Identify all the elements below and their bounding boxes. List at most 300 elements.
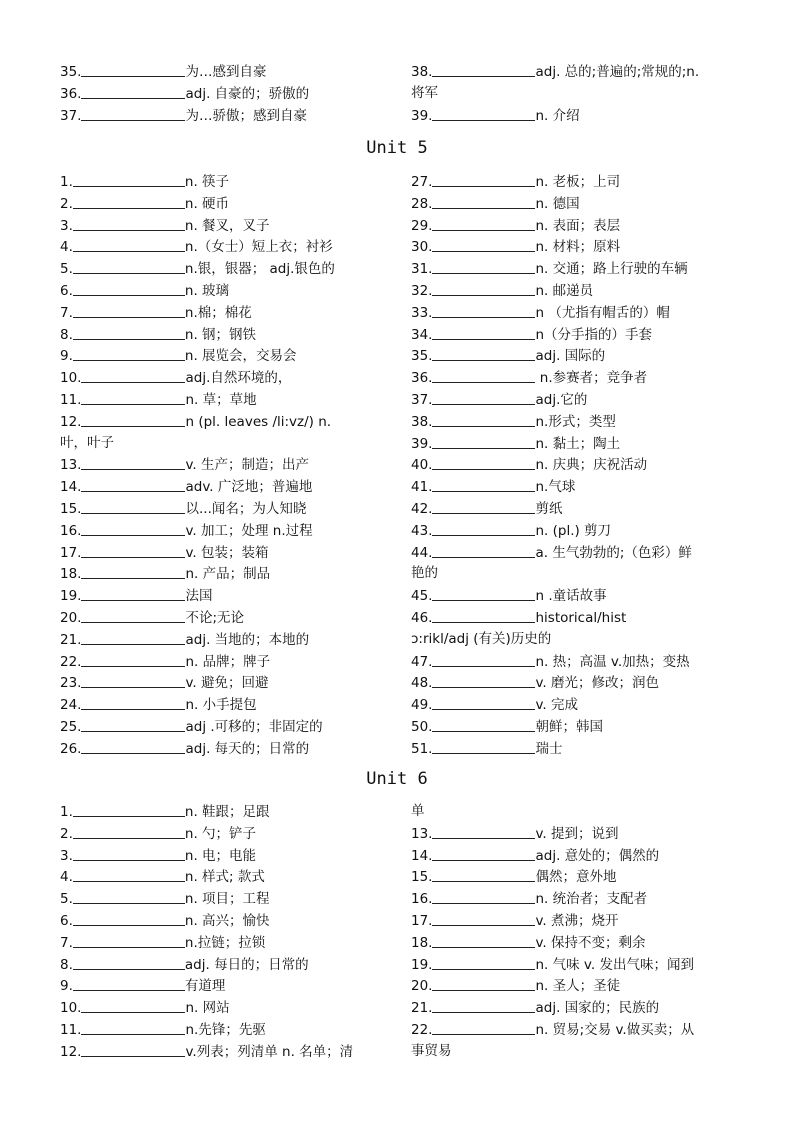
answer-blank[interactable]: [432, 281, 535, 296]
item-number: 18.: [60, 566, 82, 583]
left-vocab-line: [60, 889, 270, 908]
definition-text: n. 草；草地: [185, 392, 257, 408]
right-vocab-line: [411, 739, 562, 758]
right-vocab-line: [411, 652, 690, 671]
definition-text: n. 品牌；牌子: [185, 653, 271, 670]
item-number: 19.: [411, 956, 433, 973]
right-vocab-line: [411, 1020, 694, 1039]
left-vocab-line: [60, 412, 331, 431]
right-vocab-line: [411, 281, 593, 300]
definition-text: v. 煮沸；烧开: [535, 913, 619, 929]
item-number: 23.: [60, 675, 82, 692]
answer-blank[interactable]: [81, 84, 185, 99]
item-number: 20.: [411, 978, 433, 995]
definition-text: n.先锋；先驱: [185, 1022, 266, 1038]
answer-blank[interactable]: [432, 106, 535, 121]
item-number: 36.: [60, 85, 82, 102]
right-vocab-line: [411, 695, 578, 714]
item-number: 35.: [411, 348, 433, 365]
definition-text: adj .可移的；非固定的: [185, 719, 323, 735]
item-number: 38.: [411, 64, 433, 80]
answer-blank[interactable]: [73, 933, 185, 948]
answer-blank[interactable]: [432, 976, 535, 991]
left-vocab-line: [60, 368, 291, 387]
right-vocab-line: [411, 889, 647, 908]
definition-text: adv. 广泛地；普遍地: [185, 479, 313, 496]
right-vocab-line: [411, 499, 562, 518]
left-vocab-line: [60, 477, 312, 496]
answer-blank[interactable]: [73, 846, 185, 861]
answer-blank[interactable]: [81, 390, 185, 405]
item-number: 19.: [60, 588, 82, 605]
left-vocab-line: [60, 434, 114, 452]
definition-text: v. 避免；回避: [185, 675, 269, 692]
definition-text: adj. 当地的；本地的: [185, 631, 310, 648]
answer-blank[interactable]: [73, 824, 185, 839]
answer-blank[interactable]: [73, 216, 185, 231]
unit6-title: Unit 6: [366, 769, 428, 789]
item-number: 4.: [60, 869, 73, 886]
answer-blank[interactable]: [73, 867, 185, 882]
right-vocab-line: [411, 368, 647, 387]
answer-blank[interactable]: [73, 802, 185, 817]
item-number: 29.: [411, 217, 433, 234]
definition-text: n. 样式; 款式: [184, 869, 265, 886]
answer-blank[interactable]: [432, 455, 535, 470]
item-number: 26.: [60, 740, 82, 757]
right-vocab-line: [411, 172, 620, 191]
left-vocab-line: [60, 237, 333, 256]
definition-text: 艳的: [411, 565, 438, 582]
item-number: 3.: [60, 847, 73, 864]
answer-blank[interactable]: [432, 172, 535, 187]
left-vocab-line: [60, 586, 212, 605]
definition-text: n. 网站: [185, 1000, 230, 1017]
item-number: 15.: [60, 501, 82, 517]
item-number: 32.: [411, 283, 433, 299]
item-number: 11.: [60, 392, 82, 408]
item-number: 9.: [60, 978, 73, 995]
definition-text: n. 材料；原料: [535, 239, 621, 256]
right-vocab-line: [411, 346, 605, 365]
left-vocab-line: [60, 630, 309, 649]
definition-text: n. 玻璃: [184, 283, 230, 299]
answer-blank[interactable]: [432, 477, 535, 492]
answer-blank[interactable]: [81, 106, 185, 121]
item-number: 48.: [411, 675, 433, 692]
item-number: 1.: [60, 804, 73, 820]
definition-text: 将军: [411, 84, 438, 101]
item-number: 21.: [60, 631, 82, 648]
right-vocab-line: [411, 434, 620, 453]
item-number: 41.: [411, 479, 433, 496]
definition-text: v. 完成: [535, 697, 579, 714]
answer-blank[interactable]: [73, 259, 185, 274]
left-vocab-line: [60, 911, 270, 930]
left-vocab-line: [60, 802, 270, 821]
item-number: 7.: [60, 304, 73, 321]
answer-blank[interactable]: [73, 889, 185, 904]
definition-text: v. 磨光；修改；润色: [535, 675, 660, 692]
right-vocab-line: [411, 521, 611, 540]
definition-text: n.（女士）短上衣；衬衫: [184, 239, 333, 256]
definition-text: a. 生气勃勃的;（色彩）鲜: [535, 544, 692, 561]
right-vocab-line: [411, 564, 438, 582]
definition-text: n. 德国: [535, 195, 580, 212]
answer-blank[interactable]: [432, 1020, 535, 1035]
item-number: 37.: [60, 107, 82, 124]
item-number: 49.: [411, 697, 433, 714]
item-number: 31.: [411, 261, 433, 278]
answer-blank[interactable]: [432, 955, 535, 970]
left-vocab-line: [60, 499, 306, 518]
right-vocab-line: [411, 477, 575, 496]
answer-blank[interactable]: [432, 889, 535, 904]
left-vocab-line: [60, 106, 307, 125]
right-vocab-line: [411, 998, 659, 1017]
answer-blank[interactable]: [73, 346, 185, 361]
definition-text: n. 展览会，交易会: [184, 348, 297, 365]
left-vocab-line: [60, 695, 257, 714]
definition-text: n.拉链；拉锁: [184, 934, 266, 951]
answer-blank[interactable]: [81, 455, 185, 470]
item-number: 44.: [411, 544, 433, 561]
answer-blank[interactable]: [432, 933, 535, 948]
left-vocab-line: [60, 84, 309, 103]
item-number: 21.: [411, 1000, 433, 1017]
answer-blank[interactable]: [432, 303, 535, 318]
answer-blank[interactable]: [73, 281, 185, 296]
answer-blank[interactable]: [81, 477, 185, 492]
left-vocab-line: [60, 867, 265, 886]
left-vocab-line: [60, 1020, 266, 1039]
answer-blank[interactable]: [432, 695, 535, 710]
definition-text: adj. 每天的；日常的: [185, 740, 310, 757]
item-number: 6.: [60, 283, 73, 299]
right-vocab-line: [411, 62, 699, 81]
answer-blank[interactable]: [81, 998, 185, 1013]
answer-blank[interactable]: [432, 346, 535, 361]
item-number: 10.: [60, 1000, 82, 1017]
definition-text: n. 庆典；庆祝活动: [535, 457, 648, 474]
item-number: 13.: [60, 457, 82, 474]
answer-blank[interactable]: [432, 194, 535, 209]
left-vocab-line: [60, 521, 313, 540]
item-number: 7.: [60, 934, 73, 951]
right-vocab-line: [411, 630, 551, 648]
left-vocab-line: [60, 608, 244, 627]
answer-blank[interactable]: [73, 237, 185, 252]
item-number: 27.: [411, 174, 433, 190]
right-vocab-line: [411, 194, 580, 213]
item-number: 12.: [60, 1043, 82, 1060]
left-vocab-line: [60, 62, 266, 81]
item-number: 47.: [411, 653, 433, 670]
definition-text: n. 表面；表层: [535, 217, 621, 234]
definition-text: ɔ:rikl/adj (有关)历史的: [411, 630, 552, 647]
item-number: 15.: [411, 869, 433, 886]
definition-text: n (pl. leaves /li:vz/) n.: [185, 413, 332, 430]
right-vocab-line: [411, 802, 425, 820]
right-vocab-line: [411, 608, 626, 627]
answer-blank[interactable]: [432, 390, 535, 405]
answer-blank[interactable]: [73, 194, 185, 209]
answer-blank[interactable]: [81, 695, 185, 710]
right-vocab-line: [411, 303, 670, 322]
answer-blank[interactable]: [73, 976, 185, 991]
answer-blank[interactable]: [432, 434, 535, 449]
left-vocab-line: [60, 846, 256, 865]
left-vocab-line: [60, 455, 309, 474]
right-vocab-line: [411, 412, 616, 431]
answer-blank[interactable]: [432, 673, 535, 688]
answer-blank[interactable]: [432, 216, 535, 231]
answer-blank[interactable]: [73, 955, 185, 970]
answer-blank[interactable]: [81, 652, 185, 667]
item-number: 17.: [411, 913, 433, 929]
answer-blank[interactable]: [432, 412, 535, 427]
item-number: 35.: [60, 64, 82, 80]
right-vocab-line: [411, 673, 659, 692]
definition-text: n.银，银器； adj.银色的: [184, 261, 335, 278]
definition-text: n. 交通；路上行驶的车辆: [535, 261, 688, 278]
definition-text: v.列表；列清单 n. 名单；清: [185, 1043, 354, 1060]
item-number: 28.: [411, 195, 433, 212]
definition-text: n.形式；类型: [535, 413, 616, 430]
definition-text: n. 小手提包: [185, 697, 257, 714]
left-vocab-line: [60, 390, 257, 409]
definition-text: 叶，叶子: [60, 434, 114, 451]
item-number: 24.: [60, 697, 82, 714]
definition-text: v. 包装；装箱: [185, 544, 269, 561]
definition-text: n. 硬币: [184, 195, 230, 212]
answer-blank[interactable]: [432, 717, 535, 732]
left-vocab-line: [60, 281, 229, 300]
right-vocab-line: [411, 543, 692, 562]
definition-text: v. 提到；说到: [535, 825, 619, 842]
definition-text: 剪纸: [535, 501, 563, 517]
answer-blank[interactable]: [432, 325, 535, 340]
left-vocab-line: [60, 976, 225, 995]
answer-blank[interactable]: [432, 652, 535, 667]
item-number: 5.: [60, 261, 73, 278]
item-number: 51.: [411, 740, 433, 757]
item-number: 40.: [411, 457, 433, 474]
answer-blank[interactable]: [432, 368, 535, 383]
left-vocab-line: [60, 216, 270, 235]
answer-blank[interactable]: [432, 998, 535, 1013]
right-vocab-line: [411, 717, 603, 736]
answer-blank[interactable]: [81, 717, 185, 732]
left-vocab-line: [60, 564, 270, 583]
item-number: 37.: [411, 392, 433, 408]
item-number: 14.: [60, 479, 82, 496]
definition-text: 为…感到自豪: [185, 64, 267, 80]
definition-text: n. 钢；钢铁: [184, 326, 257, 343]
right-vocab-line: [411, 1042, 452, 1060]
item-number: 34.: [411, 326, 433, 343]
definition-text: 偶然；意外地: [535, 869, 617, 886]
left-vocab-line: [60, 955, 309, 974]
answer-blank[interactable]: [432, 543, 535, 558]
right-vocab-line: [411, 824, 619, 843]
definition-text: v. 生产；制造；出产: [185, 457, 310, 474]
answer-blank[interactable]: [73, 911, 185, 926]
answer-blank[interactable]: [432, 521, 535, 536]
definition-text: adj.它的: [535, 392, 588, 408]
unit5-title: Unit 5: [366, 138, 428, 158]
answer-blank[interactable]: [81, 412, 185, 427]
item-number: 22.: [411, 1022, 433, 1038]
item-number: 50.: [411, 719, 433, 735]
definition-text: n. 餐叉，叉子: [184, 217, 270, 234]
definition-text: 有道理: [184, 978, 226, 995]
definition-text: n. 气味 v. 发出气味；闻到: [535, 956, 694, 973]
item-number: 12.: [60, 413, 82, 430]
item-number: 45.: [411, 588, 433, 605]
item-number: 10.: [60, 370, 82, 387]
definition-text: adj. 总的;普遍的;常规的;n.: [535, 64, 700, 80]
definition-text: 法国: [185, 588, 213, 605]
left-vocab-line: [60, 194, 229, 213]
right-vocab-line: [411, 237, 620, 256]
item-number: 36.: [411, 370, 433, 387]
left-vocab-line: [60, 998, 230, 1017]
left-vocab-line: [60, 325, 256, 344]
right-vocab-line: [411, 259, 688, 278]
right-vocab-line: [411, 84, 438, 102]
left-vocab-line: [60, 824, 256, 843]
left-vocab-line: [60, 346, 297, 365]
answer-blank[interactable]: [81, 499, 185, 514]
left-vocab-line: [60, 543, 269, 562]
definition-text: v. 加工；处理 n.过程: [185, 522, 313, 539]
answer-blank[interactable]: [73, 325, 185, 340]
left-vocab-line: [60, 259, 335, 278]
answer-blank[interactable]: [81, 586, 185, 601]
answer-blank[interactable]: [432, 237, 535, 252]
item-number: 3.: [60, 217, 73, 234]
answer-blank[interactable]: [73, 172, 185, 187]
answer-blank[interactable]: [432, 846, 535, 861]
left-vocab-line: [60, 303, 252, 322]
answer-blank[interactable]: [432, 824, 535, 839]
definition-text: adj. 自豪的；骄傲的: [185, 85, 310, 102]
right-vocab-line: [411, 106, 580, 125]
right-vocab-line: [411, 911, 619, 930]
answer-blank[interactable]: [81, 630, 185, 645]
definition-text: adj. 每日的；日常的: [184, 956, 309, 973]
answer-blank[interactable]: [81, 521, 185, 536]
answer-blank[interactable]: [81, 739, 185, 754]
definition-text: n.棉；棉花: [184, 304, 252, 321]
item-number: 20.: [60, 610, 82, 626]
definition-text: n. 电；电能: [184, 847, 257, 864]
definition-text: n. 统治者；支配者: [535, 891, 648, 908]
definition-text: 以...闻名；为人知晓: [185, 501, 307, 517]
answer-blank[interactable]: [81, 608, 185, 623]
definition-text: 不论;无论: [185, 610, 245, 626]
definition-text: n. 项目；工程: [184, 891, 270, 908]
item-number: 39.: [411, 435, 433, 452]
right-vocab-line: [411, 933, 646, 952]
item-number: 16.: [60, 522, 82, 539]
right-vocab-line: [411, 955, 694, 974]
answer-blank[interactable]: [432, 586, 535, 601]
definition-text: 瑞士: [535, 740, 563, 757]
answer-blank[interactable]: [432, 867, 535, 882]
definition-text: n. 鞋跟；足跟: [184, 804, 270, 820]
item-number: 39.: [411, 107, 433, 124]
item-number: 1.: [60, 174, 73, 190]
item-number: 16.: [411, 891, 433, 908]
left-vocab-line: [60, 652, 270, 671]
answer-blank[interactable]: [432, 911, 535, 926]
definition-text: adj. 国家的；民族的: [535, 1000, 660, 1017]
item-number: 2.: [60, 825, 73, 842]
definition-text: adj. 意处的；偶然的: [535, 847, 660, 864]
item-number: 11.: [60, 1022, 82, 1038]
definition-text: v. 保持不变；剩余: [535, 934, 646, 951]
right-vocab-line: [411, 390, 587, 409]
item-number: 5.: [60, 891, 73, 908]
left-vocab-line: [60, 673, 269, 692]
answer-blank[interactable]: [432, 62, 535, 77]
item-number: 46.: [411, 610, 433, 626]
item-number: 33.: [411, 304, 433, 321]
definition-text: adj.自然环境的，: [185, 370, 292, 387]
item-number: 38.: [411, 413, 433, 430]
definition-text: n. 圣人；圣徒: [535, 978, 621, 995]
right-vocab-line: [411, 976, 620, 995]
definition-text: 朝鲜；韩国: [535, 719, 603, 735]
item-number: 18.: [411, 934, 433, 951]
definition-text: 事贸易: [411, 1042, 452, 1059]
left-vocab-line: [60, 933, 265, 952]
item-number: 42.: [411, 501, 433, 517]
answer-blank[interactable]: [81, 564, 185, 579]
right-vocab-line: [411, 325, 652, 344]
item-number: 9.: [60, 348, 73, 365]
definition-text: adj. 国际的: [535, 348, 606, 365]
answer-blank[interactable]: [81, 62, 185, 77]
answer-blank[interactable]: [81, 368, 185, 383]
answer-blank[interactable]: [432, 499, 535, 514]
right-vocab-line: [411, 867, 616, 886]
item-number: 8.: [60, 326, 73, 343]
answer-blank[interactable]: [432, 608, 535, 623]
definition-text: n. 产品；制品: [185, 566, 271, 583]
answer-blank[interactable]: [73, 303, 185, 318]
definition-text: n. 贸易;交易 v.做买卖；从: [535, 1022, 695, 1038]
right-vocab-line: [411, 586, 607, 605]
left-vocab-line: [60, 1042, 353, 1061]
definition-text: n（分手指的）手套: [535, 326, 653, 343]
answer-blank[interactable]: [432, 259, 535, 274]
item-number: 22.: [60, 653, 82, 670]
item-number: 25.: [60, 719, 82, 735]
answer-blank[interactable]: [81, 1042, 185, 1057]
answer-blank[interactable]: [81, 673, 185, 688]
answer-blank[interactable]: [81, 1020, 185, 1035]
right-vocab-line: [411, 216, 620, 235]
item-number: 8.: [60, 956, 73, 973]
answer-blank[interactable]: [432, 739, 535, 754]
answer-blank[interactable]: [81, 543, 185, 558]
item-number: 17.: [60, 544, 82, 561]
definition-text: 单: [411, 803, 425, 819]
definition-text: n .童话故事: [535, 588, 607, 605]
